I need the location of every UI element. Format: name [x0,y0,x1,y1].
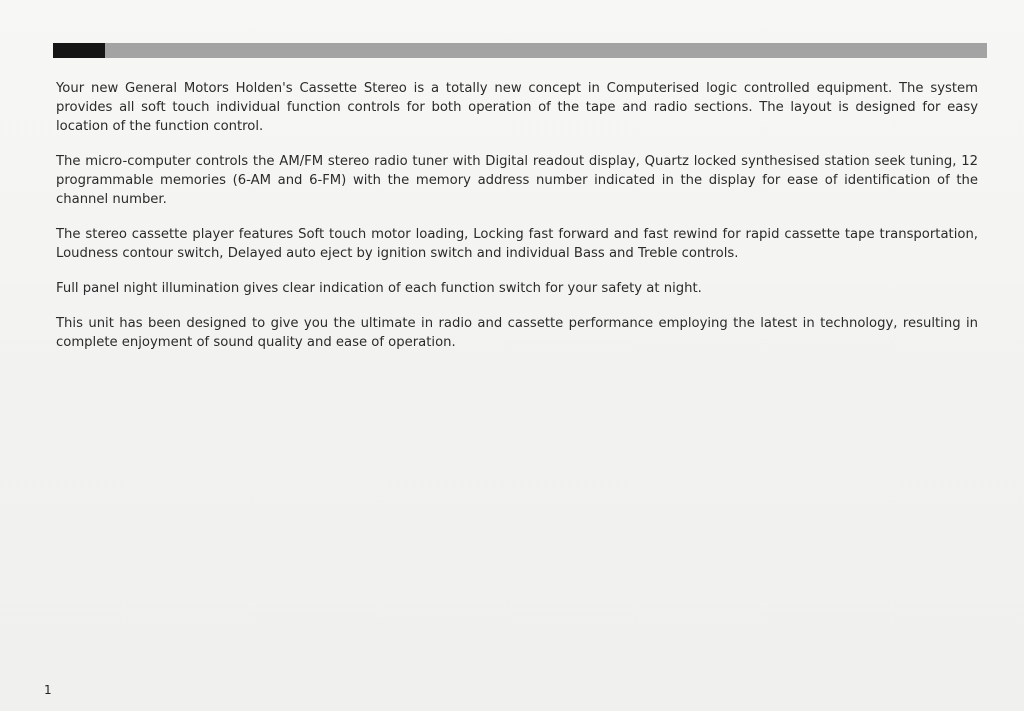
header-rule-bar [53,43,987,58]
summary-paragraph: This unit has been designed to give you the ultimate in radio and cassette performance employing the latest in technology, resulting in complete enjoyment of sound quality and ease of operation. [56,316,978,350]
body-text [56,79,978,352]
page-number: 1 [44,683,52,697]
tuner-paragraph: The micro-computer controls the AM/FM stereo radio tuner with Digital readout display, Quartz locked synthesised station seek tuning, 12 programmable memories (6-AM and 6-FM) with the memory address number indicated in the display for ease of identification of the channel number. [56,154,978,207]
cassette-paragraph: The stereo cassette player features Soft touch motor loading, Locking fast forward and fast rewind for rapid cassette tape transportation, Loudness contour switch, Delayed auto eject by ignition switch and individual Bass and Treble controls. [56,227,978,261]
illumination-paragraph: Full panel night illumination gives clear indication of each function switch for your safety at night. [56,281,702,296]
header-rule-accent [53,43,105,58]
intro-paragraph: Your new General Motors Holden's Cassette Stereo is a totally new concept in Computerised logic controlled equipment. The system provides all soft touch individual function controls for both operation of the tape and radio sections. The layout is designed for easy location of the function control. [56,81,978,134]
